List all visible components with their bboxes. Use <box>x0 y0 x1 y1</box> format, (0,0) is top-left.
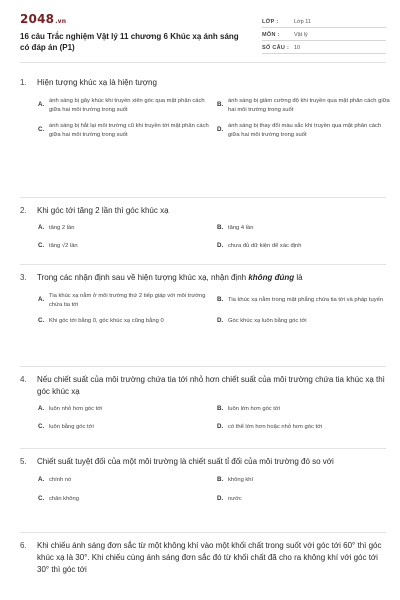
answer-option-a[interactable] <box>38 476 211 485</box>
answer-option-d[interactable] <box>217 242 390 251</box>
option-text: có thể lớn hơn hoặc nhỏ hơn góc tới <box>228 423 323 430</box>
option-letter: C. <box>38 494 45 502</box>
answer-options <box>38 97 390 139</box>
answer-options <box>38 405 386 431</box>
answer-option-c[interactable] <box>38 317 211 326</box>
option-text: ánh sáng bị thay đổi màu sắc khi truyền qua mặt phân cách giữa hai môi trường trong suốt <box>228 123 382 138</box>
meta-label: LỚP : <box>262 19 279 25</box>
option-text: chính nó <box>49 477 72 483</box>
question-text <box>37 272 386 284</box>
question-emphasis: không đúng <box>248 273 295 282</box>
option-text: tăng √2 lần <box>49 242 78 249</box>
option-text: nước <box>228 495 242 502</box>
option-letter: A. <box>38 224 45 231</box>
option-text: Tia khúc xạ nằm trong mặt phẳng chứa tia tới và pháp tuyến <box>228 297 384 304</box>
question-stem <box>20 77 386 89</box>
option-text: ánh sáng bị giảm cường độ khi truyền qua mặt phân cách giữa hai môi trường trong suốt <box>228 98 390 113</box>
document-header <box>20 0 386 62</box>
question-3 <box>20 264 386 366</box>
option-letter: D. <box>217 494 224 502</box>
option-text: ánh sáng bị hắt lại môi trường cũ khi truyền tới mặt phân cách giữa hai môi trường trong suốt <box>49 123 209 138</box>
answer-option-c[interactable] <box>38 423 211 432</box>
meta-row-count <box>262 41 386 54</box>
answer-option-c[interactable] <box>38 122 211 139</box>
question-4 <box>20 366 386 448</box>
answer-option-c[interactable] <box>38 242 211 251</box>
question-number: 1. <box>20 78 27 87</box>
option-text: chân không <box>49 495 79 502</box>
logo-suffix: .vn <box>55 18 67 25</box>
question-stem <box>20 205 386 217</box>
option-text: luôn bằng góc tới <box>49 423 94 430</box>
answer-option-a[interactable] <box>38 292 211 309</box>
question-text-after: là <box>294 273 303 282</box>
option-text: chưa đủ dữ kiện để xác định <box>228 242 302 249</box>
question-stem <box>20 456 386 468</box>
answer-option-b[interactable] <box>217 476 390 485</box>
answer-option-b[interactable] <box>217 292 390 309</box>
question-number: 2. <box>20 206 27 215</box>
question-stem <box>20 272 386 284</box>
meta-value: Lớp 11 <box>294 19 311 25</box>
question-2 <box>20 197 386 264</box>
question-number: 5. <box>20 457 27 466</box>
option-letter: A. <box>38 296 45 304</box>
answer-option-c[interactable] <box>38 495 211 504</box>
option-letter: A. <box>38 405 45 412</box>
meta-value: Vật lý <box>294 32 308 38</box>
option-letter: C. <box>38 126 45 134</box>
option-text: Góc khúc xạ luôn bằng góc tới <box>228 318 307 324</box>
option-text: tăng 4 lần <box>228 225 254 231</box>
logo-main: 2048 <box>20 12 55 26</box>
document-meta <box>262 15 386 62</box>
meta-value: 10 <box>294 45 301 51</box>
answer-option-d[interactable] <box>217 423 390 432</box>
answer-option-d[interactable] <box>217 122 390 139</box>
option-letter: C. <box>38 241 45 249</box>
option-letter: B. <box>217 476 224 483</box>
question-text: Hiện tượng khúc xạ là hiện tượng <box>37 78 157 87</box>
option-text: ánh sáng bị gãy khúc khi truyền xiên góc qua mặt phân cách giữa hai môi trường trong suốt <box>49 98 205 113</box>
answer-options <box>38 476 386 503</box>
answer-options <box>38 292 386 326</box>
question-text-before: Trong các nhận định sau về hiện tượng khúc xạ, nhận định <box>37 273 249 282</box>
question-stem <box>20 540 386 576</box>
question-stem <box>20 374 386 398</box>
answer-option-a[interactable] <box>38 224 211 233</box>
option-text: Tia khúc xạ nằm ở môi trường thứ 2 tiếp giáp với môi trường chứa tia tới <box>49 293 206 308</box>
question-5 <box>20 448 386 532</box>
answer-option-d[interactable] <box>217 495 390 504</box>
answer-option-a[interactable] <box>38 405 211 414</box>
question-6 <box>20 532 386 596</box>
option-letter: A. <box>38 476 45 483</box>
answer-option-b[interactable] <box>217 405 390 414</box>
option-letter: A. <box>38 101 45 109</box>
option-letter: B. <box>217 224 224 231</box>
meta-label: MÔN : <box>262 32 280 38</box>
option-text: Khi góc tới bằng 0, góc khúc xạ cũng bằng 0 <box>49 318 164 324</box>
option-text: luôn lớn hơn góc tới <box>228 406 281 412</box>
meta-row-subject <box>262 28 386 41</box>
option-text: tăng 2 lần <box>49 225 75 231</box>
answer-option-b[interactable] <box>217 224 390 233</box>
question-number: 4. <box>20 375 27 384</box>
option-letter: C. <box>38 317 45 324</box>
answer-option-d[interactable] <box>217 317 390 326</box>
question-number: 3. <box>20 273 27 282</box>
site-logo[interactable] <box>20 12 245 26</box>
option-text: không khí <box>228 477 254 483</box>
header-left <box>20 12 245 62</box>
question-text: Chiết suất tuyệt đối của một môi trường là chiết suất tỉ đối của môi trường đó so với <box>37 457 334 466</box>
option-letter: D. <box>217 422 224 430</box>
option-letter: B. <box>217 101 224 109</box>
option-letter: D. <box>217 126 224 134</box>
option-text: luôn nhỏ hơn góc tới <box>49 406 103 412</box>
meta-label: SỐ CÂU : <box>262 45 290 51</box>
question-number: 6. <box>20 541 27 550</box>
question-text: Khi chiếu ánh sáng đơn sắc từ một không khí vào một khối chất trong suốt với góc tới 60° thì góc khúc xạ là 30°. Khi chiếu cùng ánh sáng đơn sắc đó từ khối chất đã cho ra không khí với góc tới 30° thì góc tới <box>37 541 382 574</box>
answer-options <box>38 224 386 250</box>
option-letter: C. <box>38 422 45 430</box>
answer-option-a[interactable] <box>38 97 211 114</box>
option-letter: D. <box>217 241 224 249</box>
option-letter: D. <box>217 317 224 324</box>
document-title: 16 câu Trắc nghiệm Vật lý 11 chương 6 Khúc xạ ánh sáng có đáp án (P1) <box>20 32 239 52</box>
option-letter: B. <box>217 296 224 304</box>
option-letter: B. <box>217 405 224 412</box>
answer-option-b[interactable] <box>217 97 390 114</box>
question-text: Nếu chiết suất của môi trường chứa tia tới nhỏ hơn chiết suất của môi trường chứa tia khúc xạ thì góc khúc xạ <box>37 375 385 396</box>
question-text: Khi góc tới tăng 2 lần thì góc khúc xạ <box>37 206 169 215</box>
question-1 <box>20 62 390 197</box>
meta-row-class <box>262 15 386 28</box>
